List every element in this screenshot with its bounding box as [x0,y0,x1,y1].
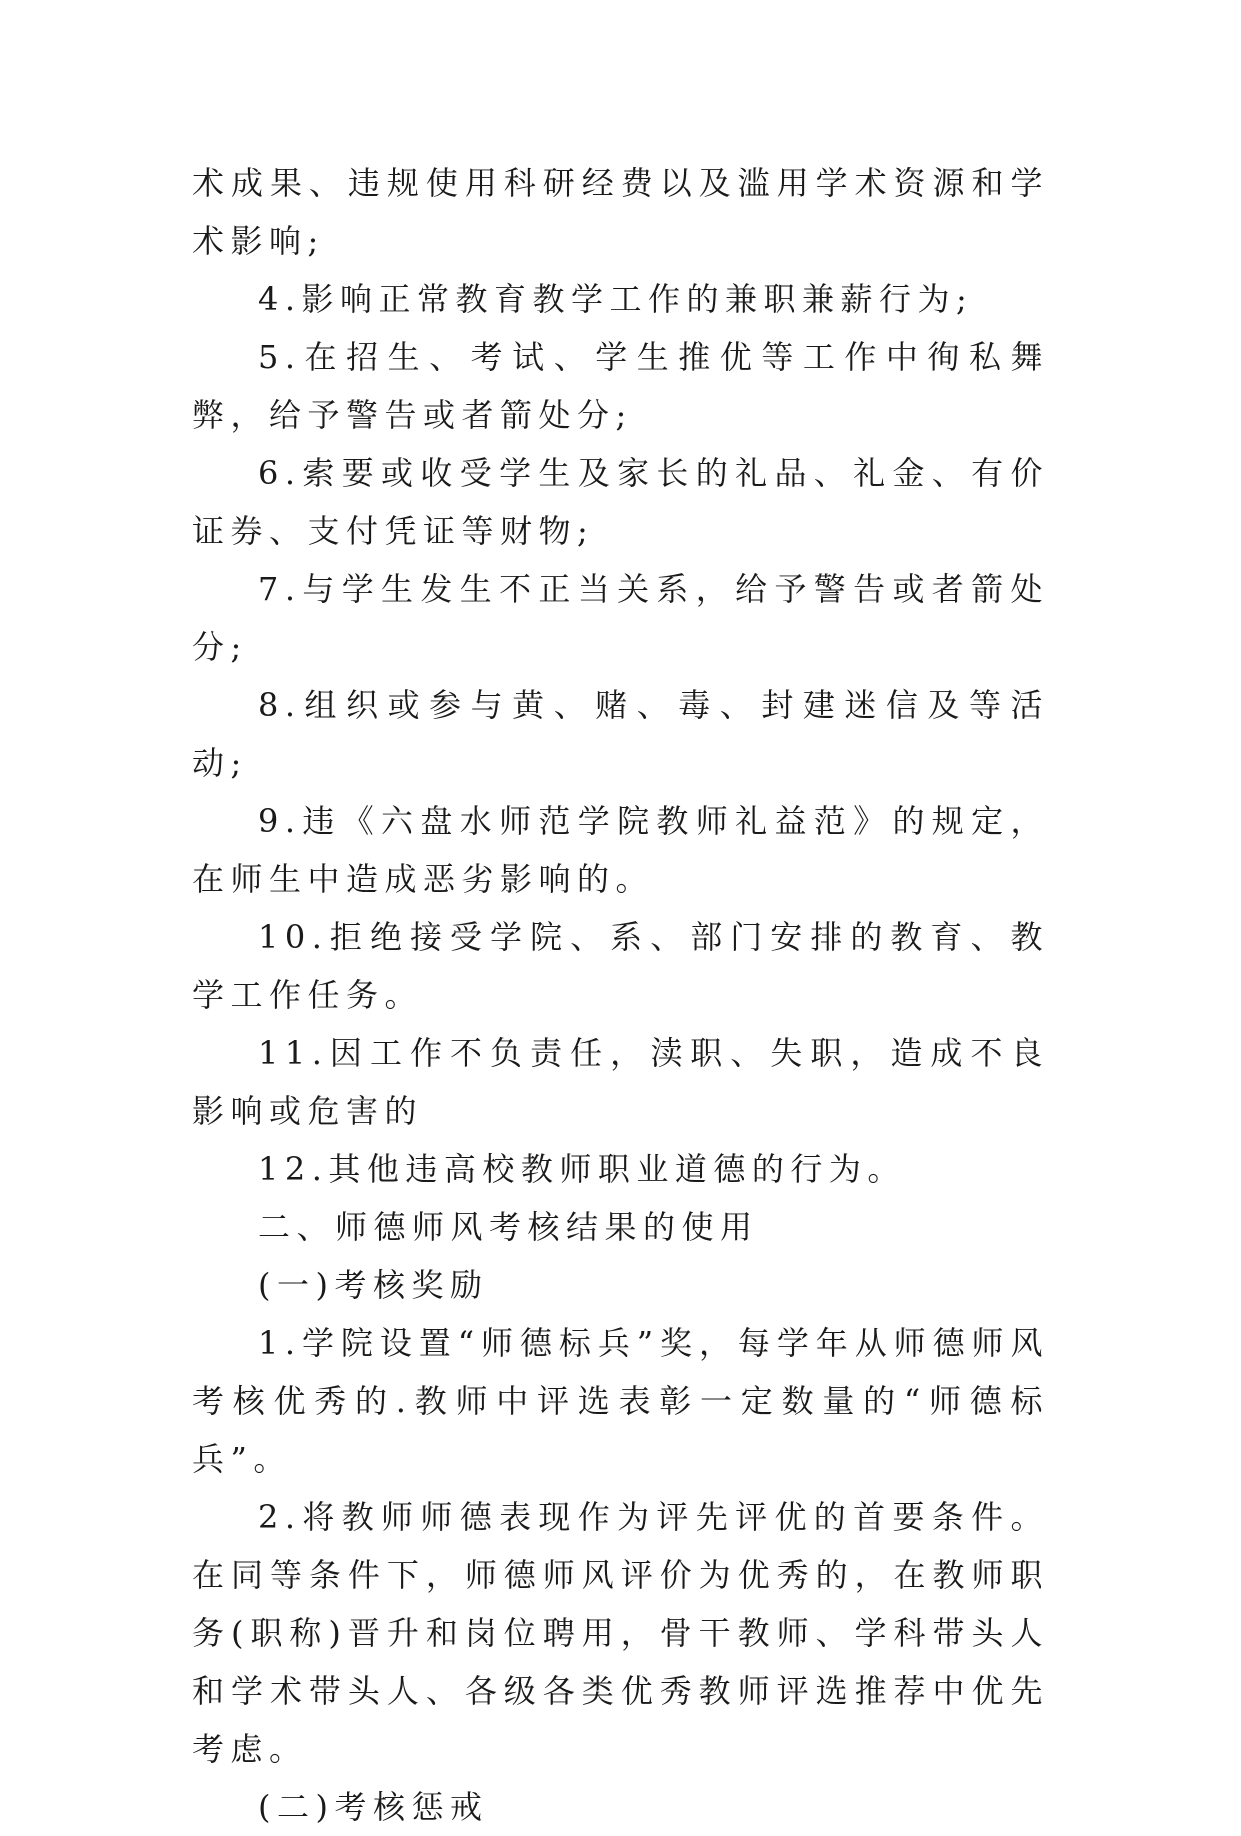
paragraph-continuation: 术成果、违规使用科研经费以及滥用学术资源和学术影响; [192,164,1049,260]
list-item-6: 6.索要或收受学生及家长的礼品、礼金、有价证券、支付凭证等财物; [192,454,1049,550]
list-item-7: 7.与学生发生不正当关系，给予警告或者箭处分; [192,570,1049,666]
reward-item-1: 1.学院设置“师德标兵”奖，每学年从师德师风考核优秀的.教师中评选表彰一定数量的“师德标兵”。 [192,1324,1049,1478]
list-item-11: 11.因工作不负责任，渎职、失职，造成不良影响或危害的 [192,1034,1049,1130]
list-item-10: 10.拒绝接受学院、系、部门安排的教育、教学工作任务。 [192,918,1049,1014]
subsection-heading-rewards: (一)考核奖励 [258,1266,489,1304]
list-item-8: 8.组织或参与黄、赌、毒、封建迷信及等活动; [192,686,1049,782]
list-item-5: 5.在招生、考试、学生推优等工作中徇私舞弊，给予警告或者箭处分; [192,338,1049,434]
reward-item-2: 2.将教师师德表现作为评先评优的首要条件。在同等条件下，师德师风评价为优秀的，在教师职务(职称)晋升和岗位聘用，骨干教师、学科带头人和学术带头人、各级各类优秀教师评选推荐中优先考虑。 [192,1498,1049,1768]
list-item-12: 12.其他违高校教师职业道德的行为。 [258,1150,906,1188]
subsection-heading-penalties: (二)考核惩戒 [258,1788,489,1826]
section-heading: 二、师德师风考核结果的使用 [258,1208,759,1246]
list-item-4: 4.影响正常教育教学工作的兼职兼薪行为; [258,280,974,318]
list-item-9: 9.违《六盘水师范学院教师礼益范》的规定，在师生中造成恶劣影响的。 [192,802,1049,898]
